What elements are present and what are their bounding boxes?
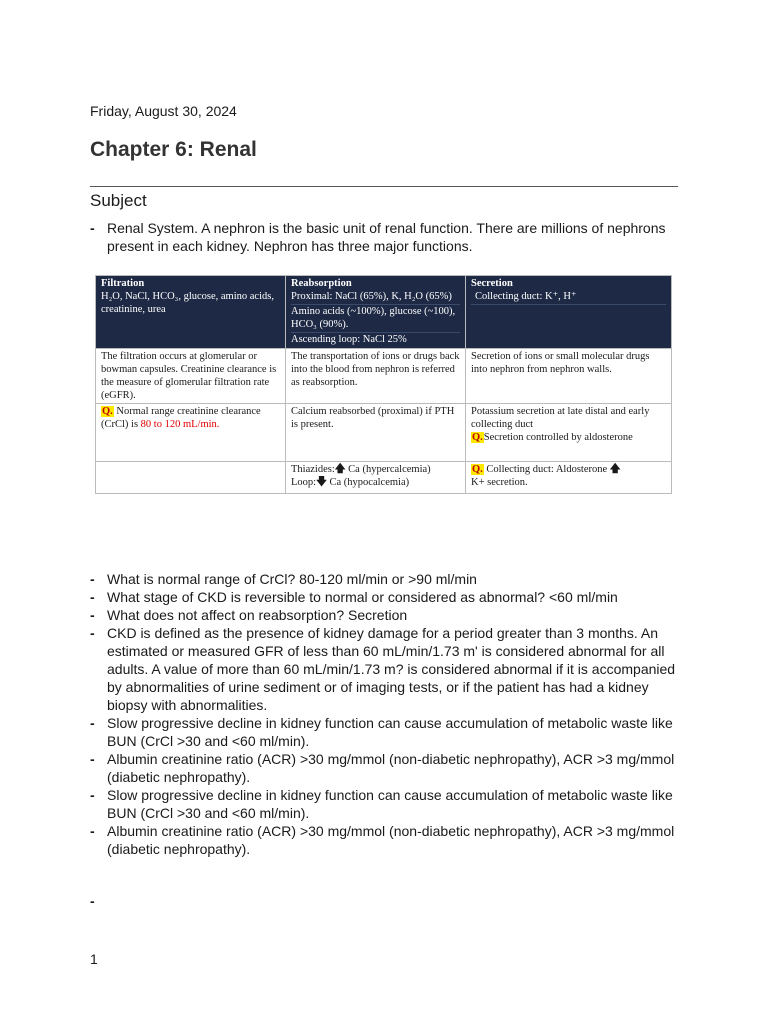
aldosterone-cell (466, 462, 672, 494)
list-item (90, 606, 690, 624)
list-item-text: Slow progressive decline in kidney function can cause accumulation of metabolic waste like BUN (CrCl >30 and <60 ml/min). (107, 787, 673, 821)
intro-text: Renal System. A nephron is the basic unit of renal function. There are millions of nephrons present in each kidney. Nephron has three major functions. (107, 220, 666, 254)
table-header-row (96, 276, 672, 349)
page-number: 1 (90, 951, 98, 967)
table-row (96, 404, 672, 462)
diuretics-cell (286, 462, 466, 494)
list-item (90, 822, 690, 858)
empty-cell (96, 462, 286, 494)
filtration-definition: The filtration occurs at glomerular or bowman capsules. Creatinine clearance is the measure of glomerular filtration rate (eGFR). (96, 349, 286, 404)
filtration-substances: H₂O, NaCl, HCO₃, glucose, amino acids, creatinine, urea (101, 291, 274, 315)
question-marker: Q. (102, 406, 113, 417)
list-item-text: Slow progressive decline in kidney function can cause accumulation of metabolic waste like BUN (CrCl >30 and <60 ml/min). (107, 715, 673, 749)
bullet-dash: - (90, 589, 95, 605)
question-marker: Q. (472, 432, 483, 443)
reabsorption-ascending-loop: Ascending loop: NaCl 25% (291, 334, 407, 345)
intro-bullet (90, 219, 690, 255)
bullet-dash: - (90, 607, 95, 623)
up-arrow-icon: 🡅 (609, 464, 621, 475)
k-secretion-text: K+ secretion. (471, 477, 528, 488)
secretion-definition: Secretion of ions or small molecular drugs into nephron from nephron walls. (466, 349, 672, 404)
question-marker: Q. (472, 464, 483, 475)
subject-heading: Subject (90, 191, 147, 210)
filtration-title: Filtration (101, 278, 145, 289)
list-item (90, 570, 690, 588)
down-arrow-icon: 🡇 (316, 477, 327, 488)
reabsorption-proximal: Proximal: NaCl (65%), K, H₂O (65%) (291, 290, 460, 305)
secretion-title: Secretion (471, 278, 513, 289)
bullet-dash: - (90, 625, 95, 641)
list-item-text: What does not affect on reabsorption? Secretion (107, 607, 408, 623)
aldosterone-text: Secretion controlled by aldosterone (483, 432, 633, 443)
list-item-text: Albumin creatinine ratio (ACR) >30 mg/mmol (non-diabetic nephropathy), ACR >3 mg/mmol (diabetic nephropathy). (107, 823, 675, 857)
loop-effect: Ca (hypocalcemia) (329, 477, 410, 488)
list-item (90, 588, 690, 606)
list-item (90, 786, 690, 822)
loop-label: Loop: (291, 477, 317, 488)
renal-functions-table (95, 275, 672, 494)
empty-bullet: - (90, 893, 95, 909)
list-item-text: Albumin creatinine ratio (ACR) >30 mg/mmol (non-diabetic nephropathy), ACR >3 mg/mmol (diabetic nephropathy). (107, 751, 675, 785)
collecting-duct-text: Collecting duct: Aldosterone (486, 464, 608, 475)
crcl-cell (96, 404, 286, 462)
bullet-dash: - (90, 787, 95, 803)
title-divider (90, 186, 678, 187)
bullet-dash: - (90, 715, 95, 731)
list-item (90, 714, 690, 750)
secretion-collecting-duct: Collecting duct: K⁺, H⁺ (471, 290, 666, 305)
thiazides-effect: Ca (hypercalcemia) (348, 464, 431, 475)
filtration-header-cell (96, 276, 286, 349)
table-row (96, 462, 672, 494)
calcium-cell: Calcium reabsorbed (proximal) if PTH is present. (286, 404, 466, 462)
reabsorption-title: Reabsorption (291, 278, 352, 289)
page-title: Chapter 6: Renal (90, 138, 257, 161)
list-item-text: What stage of CKD is reversible to normal or considered as abnormal? <60 ml/min (107, 589, 618, 605)
list-item-text: CKD is defined as the presence of kidney damage for a period greater than 3 months. An estimated or measured GFR of less than 60 mL/min/1.73 m' is considered abnormal for all adults. A value of more than 60 mL/min/1.73 m? is considered abnormal if it is accompanied by abnormalities of urine sediment or of imaging tests, or if the patient has had a kidney biopsy with abnormalities. (107, 625, 676, 713)
potassium-cell (466, 404, 672, 462)
bullet-dash: - (90, 751, 95, 767)
question-list (90, 570, 690, 858)
crcl-text: Normal range creatinine clearance (CrCl) is (101, 406, 261, 430)
bullet-dash: - (90, 823, 95, 839)
note-date: Friday, August 30, 2024 (90, 103, 237, 119)
reabsorption-definition: The transportation of ions or drugs back into the blood from nephron is referred as reabsorption. (286, 349, 466, 404)
crcl-range: 80 to 120 mL/min. (140, 419, 220, 430)
bullet-dash: - (90, 220, 95, 236)
bullet-dash: - (90, 571, 95, 587)
list-item-text: What is normal range of CrCl? 80-120 ml/min or >90 ml/min (107, 571, 477, 587)
table-row (96, 349, 672, 404)
list-item (90, 750, 690, 786)
thiazides-label: Thiazides: (291, 464, 335, 475)
up-arrow-icon: 🡅 (334, 464, 346, 475)
secretion-header-cell (466, 276, 672, 349)
list-item (90, 624, 690, 714)
potassium-text: Potassium secretion at late distal and early collecting duct (471, 406, 650, 430)
reabsorption-amino-acids: Amino acids (~100%), glucose (~100), HCO₃ (90%). (291, 305, 460, 333)
reabsorption-header-cell (286, 276, 466, 349)
